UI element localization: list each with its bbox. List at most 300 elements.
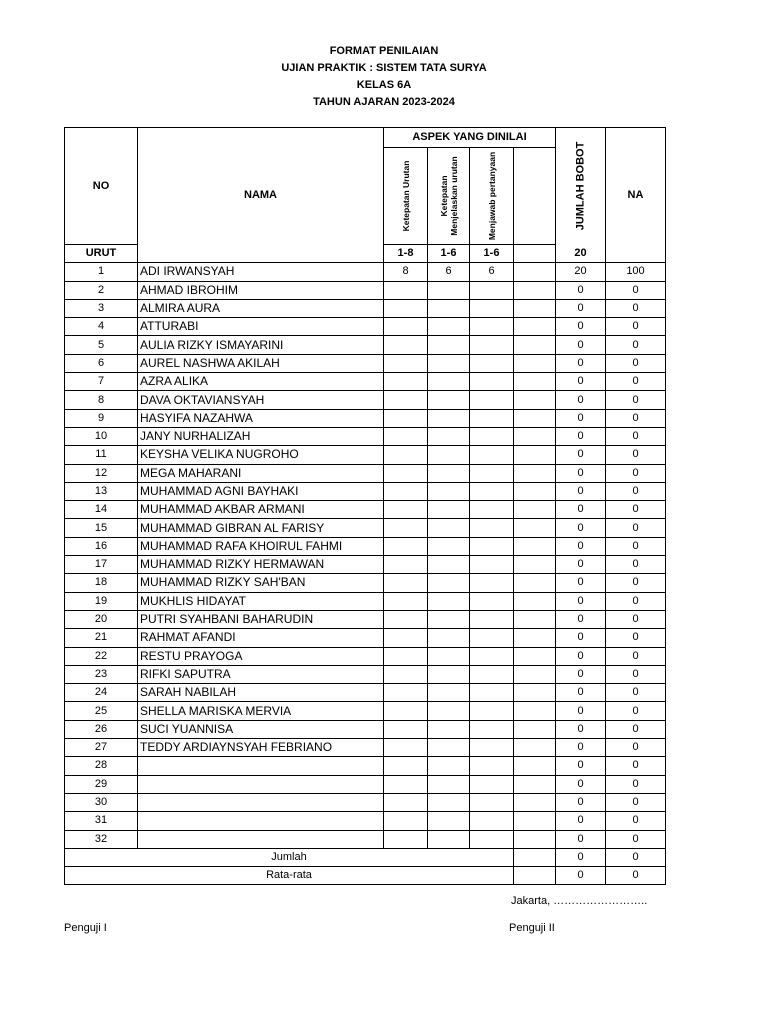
cell-nama: PUTRI SYAHBANI BAHARUDIN — [138, 610, 384, 628]
summary-rata-jumlah-bobot: 0 — [556, 867, 606, 885]
table-row — [65, 610, 666, 628]
cell-na: 100 — [606, 263, 666, 281]
cell-aspek-3 — [470, 574, 514, 592]
cell-no: 15 — [65, 519, 138, 537]
cell-aspek-1 — [384, 775, 428, 793]
cell-aspek-3 — [470, 482, 514, 500]
cell-aspek-4 — [514, 720, 556, 738]
cell-no: 18 — [65, 574, 138, 592]
cell-aspek-3 — [470, 610, 514, 628]
header-range-1: 1-8 — [384, 245, 428, 263]
cell-aspek-1: 8 — [384, 263, 428, 281]
grade-table — [64, 127, 666, 885]
cell-aspek-4 — [514, 684, 556, 702]
table-row — [65, 793, 666, 811]
cell-aspek-3 — [470, 391, 514, 409]
cell-no: 2 — [65, 281, 138, 299]
cell-aspek-4 — [514, 263, 556, 281]
cell-aspek-4 — [514, 336, 556, 354]
table-row — [65, 684, 666, 702]
table-row — [65, 446, 666, 464]
cell-jumlah-bobot: 20 — [556, 263, 606, 281]
cell-na: 0 — [606, 592, 666, 610]
cell-aspek-3 — [470, 757, 514, 775]
cell-aspek-1 — [384, 830, 428, 848]
cell-jumlah-bobot: 0 — [556, 391, 606, 409]
header-urut: URUT — [65, 245, 138, 263]
cell-jumlah-bobot: 0 — [556, 482, 606, 500]
cell-aspek-2 — [428, 519, 470, 537]
cell-aspek-4 — [514, 519, 556, 537]
cell-jumlah-bobot: 0 — [556, 574, 606, 592]
cell-aspek-4 — [514, 739, 556, 757]
header-jumlah-bobot — [556, 128, 606, 245]
cell-nama: MUHAMMAD AGNI BAYHAKI — [138, 482, 384, 500]
header-aspek-1 — [384, 148, 428, 245]
cell-aspek-2 — [428, 665, 470, 683]
cell-aspek-1 — [384, 629, 428, 647]
cell-na: 0 — [606, 830, 666, 848]
table-row — [65, 501, 666, 519]
cell-no: 31 — [65, 812, 138, 830]
cell-aspek-1 — [384, 519, 428, 537]
cell-no: 4 — [65, 318, 138, 336]
cell-aspek-3 — [470, 537, 514, 555]
cell-aspek-1 — [384, 427, 428, 445]
cell-na: 0 — [606, 610, 666, 628]
cell-jumlah-bobot: 0 — [556, 299, 606, 317]
cell-aspek-4 — [514, 446, 556, 464]
cell-aspek-3 — [470, 336, 514, 354]
cell-aspek-1 — [384, 281, 428, 299]
cell-nama: SUCI YUANNISA — [138, 720, 384, 738]
cell-na: 0 — [606, 665, 666, 683]
cell-aspek-1 — [384, 793, 428, 811]
cell-nama: MUHAMMAD RIZKY HERMAWAN — [138, 556, 384, 574]
cell-nama — [138, 775, 384, 793]
header-aspek-4 — [514, 148, 556, 245]
cell-aspek-1 — [384, 446, 428, 464]
cell-na: 0 — [606, 446, 666, 464]
cell-aspek-2 — [428, 446, 470, 464]
cell-aspek-1 — [384, 647, 428, 665]
cell-no: 32 — [65, 830, 138, 848]
table-row — [65, 482, 666, 500]
cell-jumlah-bobot: 0 — [556, 281, 606, 299]
cell-jumlah-bobot: 0 — [556, 537, 606, 555]
table-row — [65, 519, 666, 537]
summary-rata-na: 0 — [606, 867, 666, 885]
cell-aspek-3 — [470, 684, 514, 702]
cell-aspek-4 — [514, 464, 556, 482]
cell-aspek-1 — [384, 556, 428, 574]
cell-aspek-1 — [384, 354, 428, 372]
cell-aspek-4 — [514, 775, 556, 793]
cell-aspek-4 — [514, 556, 556, 574]
cell-aspek-2 — [428, 793, 470, 811]
cell-aspek-1 — [384, 537, 428, 555]
cell-nama: RAHMAT AFANDI — [138, 629, 384, 647]
cell-aspek-2 — [428, 684, 470, 702]
cell-nama: MUKHLIS HIDAYAT — [138, 592, 384, 610]
cell-aspek-4 — [514, 482, 556, 500]
cell-aspek-4 — [514, 665, 556, 683]
cell-aspek-2 — [428, 501, 470, 519]
cell-no: 20 — [65, 610, 138, 628]
cell-aspek-4 — [514, 318, 556, 336]
cell-jumlah-bobot: 0 — [556, 592, 606, 610]
cell-jumlah-bobot: 0 — [556, 610, 606, 628]
cell-aspek-3 — [470, 793, 514, 811]
cell-jumlah-bobot: 0 — [556, 373, 606, 391]
cell-aspek-4 — [514, 647, 556, 665]
cell-aspek-1 — [384, 373, 428, 391]
table-row — [65, 720, 666, 738]
cell-no: 7 — [65, 373, 138, 391]
cell-no: 27 — [65, 739, 138, 757]
cell-nama: AUREL NASHWA AKILAH — [138, 354, 384, 372]
cell-jumlah-bobot: 0 — [556, 519, 606, 537]
cell-jumlah-bobot: 0 — [556, 629, 606, 647]
cell-aspek-1 — [384, 720, 428, 738]
cell-na: 0 — [606, 647, 666, 665]
cell-nama — [138, 812, 384, 830]
cell-no: 25 — [65, 702, 138, 720]
table-row — [65, 592, 666, 610]
cell-nama: MUHAMMAD GIBRAN AL FARISY — [138, 519, 384, 537]
cell-aspek-3 — [470, 629, 514, 647]
cell-nama: SHELLA MARISKA MERVIA — [138, 702, 384, 720]
cell-aspek-4 — [514, 629, 556, 647]
cell-aspek-4 — [514, 391, 556, 409]
cell-aspek-3 — [470, 464, 514, 482]
cell-na: 0 — [606, 318, 666, 336]
header-aspek-2-label: Ketepatan Menjelaskan urutan — [438, 156, 459, 236]
cell-jumlah-bobot: 0 — [556, 684, 606, 702]
summary-rata-row — [65, 867, 666, 885]
header-nama: NAMA — [138, 128, 384, 263]
cell-aspek-2 — [428, 702, 470, 720]
cell-no: 12 — [65, 464, 138, 482]
cell-jumlah-bobot: 0 — [556, 501, 606, 519]
summary-rata-label: Rata-rata — [65, 867, 514, 885]
cell-na: 0 — [606, 482, 666, 500]
cell-aspek-4 — [514, 793, 556, 811]
cell-na: 0 — [606, 720, 666, 738]
title-line-3: KELAS 6A — [356, 79, 412, 91]
cell-aspek-3 — [470, 830, 514, 848]
cell-aspek-4 — [514, 574, 556, 592]
summary-jumlah-row — [65, 848, 666, 866]
table-row — [65, 812, 666, 830]
table-row — [65, 464, 666, 482]
cell-aspek-2 — [428, 281, 470, 299]
cell-na: 0 — [606, 793, 666, 811]
cell-aspek-3: 6 — [470, 263, 514, 281]
place-date: Jakarta, …………………….. — [511, 895, 648, 907]
cell-jumlah-bobot: 0 — [556, 720, 606, 738]
cell-aspek-2 — [428, 610, 470, 628]
title-line-2: UJIAN PRAKTIK : SISTEM TATA SURYA — [281, 62, 487, 74]
cell-no: 3 — [65, 299, 138, 317]
cell-na: 0 — [606, 336, 666, 354]
cell-aspek-2 — [428, 592, 470, 610]
cell-na: 0 — [606, 464, 666, 482]
table-row — [65, 665, 666, 683]
cell-nama: AZRA ALIKA — [138, 373, 384, 391]
cell-na: 0 — [606, 775, 666, 793]
table-row — [65, 409, 666, 427]
cell-aspek-4 — [514, 702, 556, 720]
cell-na: 0 — [606, 281, 666, 299]
cell-aspek-1 — [384, 482, 428, 500]
cell-na: 0 — [606, 629, 666, 647]
cell-no: 16 — [65, 537, 138, 555]
cell-aspek-4 — [514, 830, 556, 848]
table-row — [65, 427, 666, 445]
cell-aspek-2 — [428, 647, 470, 665]
cell-no: 8 — [65, 391, 138, 409]
header-na: NA — [606, 128, 666, 263]
cell-nama: RIFKI SAPUTRA — [138, 665, 384, 683]
cell-no: 13 — [65, 482, 138, 500]
cell-aspek-3 — [470, 775, 514, 793]
cell-aspek-3 — [470, 647, 514, 665]
cell-jumlah-bobot: 0 — [556, 757, 606, 775]
header-aspek: ASPEK YANG DINILAI — [384, 128, 556, 148]
table-row — [65, 647, 666, 665]
cell-na: 0 — [606, 574, 666, 592]
cell-aspek-1 — [384, 702, 428, 720]
cell-aspek-1 — [384, 464, 428, 482]
cell-aspek-2 — [428, 318, 470, 336]
cell-no: 30 — [65, 793, 138, 811]
cell-aspek-2 — [428, 812, 470, 830]
summary-jumlah-label: Jumlah — [65, 848, 514, 866]
cell-aspek-2 — [428, 373, 470, 391]
cell-na: 0 — [606, 812, 666, 830]
cell-aspek-3 — [470, 501, 514, 519]
cell-no: 11 — [65, 446, 138, 464]
cell-aspek-3 — [470, 318, 514, 336]
cell-no: 6 — [65, 354, 138, 372]
cell-aspek-2 — [428, 336, 470, 354]
cell-nama: DAVA OKTAVIANSYAH — [138, 391, 384, 409]
cell-aspek-2 — [428, 830, 470, 848]
cell-na: 0 — [606, 373, 666, 391]
cell-jumlah-bobot: 0 — [556, 427, 606, 445]
cell-nama — [138, 830, 384, 848]
summary-jumlah-jumlah-bobot: 0 — [556, 848, 606, 866]
cell-aspek-1 — [384, 391, 428, 409]
header-aspek-2 — [428, 148, 470, 245]
cell-aspek-4 — [514, 610, 556, 628]
cell-nama: ALMIRA AURA — [138, 299, 384, 317]
cell-no: 29 — [65, 775, 138, 793]
cell-jumlah-bobot: 0 — [556, 556, 606, 574]
cell-nama — [138, 793, 384, 811]
cell-nama: AULIA RIZKY ISMAYARINI — [138, 336, 384, 354]
cell-na: 0 — [606, 519, 666, 537]
cell-na: 0 — [606, 739, 666, 757]
cell-aspek-2 — [428, 739, 470, 757]
table-row — [65, 354, 666, 372]
table-row — [65, 263, 666, 281]
cell-nama: MUHAMMAD RIZKY SAH'BAN — [138, 574, 384, 592]
cell-aspek-3 — [470, 720, 514, 738]
cell-no: 19 — [65, 592, 138, 610]
cell-jumlah-bobot: 0 — [556, 336, 606, 354]
cell-aspek-2 — [428, 757, 470, 775]
cell-aspek-2 — [428, 556, 470, 574]
cell-no: 21 — [65, 629, 138, 647]
cell-no: 23 — [65, 665, 138, 683]
cell-no: 10 — [65, 427, 138, 445]
cell-aspek-1 — [384, 610, 428, 628]
table-row — [65, 299, 666, 317]
cell-aspek-1 — [384, 739, 428, 757]
table-row — [65, 574, 666, 592]
cell-aspek-2 — [428, 574, 470, 592]
cell-jumlah-bobot: 0 — [556, 812, 606, 830]
cell-jumlah-bobot: 0 — [556, 665, 606, 683]
table-row — [65, 702, 666, 720]
cell-na: 0 — [606, 299, 666, 317]
cell-jumlah-bobot: 0 — [556, 702, 606, 720]
cell-aspek-4 — [514, 427, 556, 445]
cell-aspek-1 — [384, 757, 428, 775]
cell-aspek-2 — [428, 354, 470, 372]
header-range-3: 1-6 — [470, 245, 514, 263]
cell-aspek-2 — [428, 775, 470, 793]
document-title — [0, 43, 768, 111]
cell-nama: ATTURABI — [138, 318, 384, 336]
cell-nama: KEYSHA VELIKA NUGROHO — [138, 446, 384, 464]
penguji-1-label: Penguji I — [64, 922, 107, 934]
penguji-2-label: Penguji II — [509, 922, 555, 934]
cell-aspek-3 — [470, 427, 514, 445]
cell-no: 1 — [65, 263, 138, 281]
cell-aspek-2 — [428, 629, 470, 647]
header-aspek-1-label: Ketepatan Urutan — [400, 160, 411, 232]
cell-aspek-3 — [470, 373, 514, 391]
cell-jumlah-bobot: 0 — [556, 318, 606, 336]
cell-aspek-3 — [470, 556, 514, 574]
summary-jumlah-blank — [514, 848, 556, 866]
cell-aspek-3 — [470, 446, 514, 464]
cell-aspek-1 — [384, 299, 428, 317]
cell-jumlah-bobot: 0 — [556, 647, 606, 665]
cell-aspek-3 — [470, 665, 514, 683]
cell-jumlah-bobot: 0 — [556, 775, 606, 793]
cell-no: 17 — [65, 556, 138, 574]
cell-nama: JANY NURHALIZAH — [138, 427, 384, 445]
summary-jumlah-na: 0 — [606, 848, 666, 866]
cell-na: 0 — [606, 556, 666, 574]
cell-aspek-1 — [384, 336, 428, 354]
table-row — [65, 757, 666, 775]
cell-aspek-1 — [384, 592, 428, 610]
cell-aspek-2 — [428, 299, 470, 317]
cell-aspek-2 — [428, 391, 470, 409]
cell-jumlah-bobot: 0 — [556, 446, 606, 464]
cell-jumlah-bobot: 0 — [556, 830, 606, 848]
cell-aspek-4 — [514, 757, 556, 775]
cell-aspek-4 — [514, 537, 556, 555]
table-row — [65, 336, 666, 354]
cell-aspek-1 — [384, 501, 428, 519]
cell-nama: HASYIFA NAZAHWA — [138, 409, 384, 427]
cell-aspek-4 — [514, 299, 556, 317]
cell-aspek-3 — [470, 409, 514, 427]
cell-jumlah-bobot: 0 — [556, 464, 606, 482]
cell-aspek-2 — [428, 464, 470, 482]
cell-aspek-1 — [384, 812, 428, 830]
cell-aspek-4 — [514, 501, 556, 519]
cell-nama: SARAH NABILAH — [138, 684, 384, 702]
table-row — [65, 629, 666, 647]
cell-aspek-3 — [470, 702, 514, 720]
cell-na: 0 — [606, 684, 666, 702]
table-row — [65, 537, 666, 555]
cell-aspek-1 — [384, 574, 428, 592]
header-bobot-max: 20 — [556, 245, 606, 263]
cell-aspek-2 — [428, 482, 470, 500]
cell-jumlah-bobot: 0 — [556, 793, 606, 811]
cell-aspek-3 — [470, 592, 514, 610]
cell-jumlah-bobot: 0 — [556, 354, 606, 372]
cell-aspek-3 — [470, 299, 514, 317]
cell-nama: MEGA MAHARANI — [138, 464, 384, 482]
cell-no: 5 — [65, 336, 138, 354]
cell-aspek-3 — [470, 354, 514, 372]
cell-aspek-1 — [384, 665, 428, 683]
cell-aspek-3 — [470, 281, 514, 299]
cell-no: 26 — [65, 720, 138, 738]
cell-aspek-4 — [514, 592, 556, 610]
cell-na: 0 — [606, 409, 666, 427]
cell-nama — [138, 757, 384, 775]
cell-no: 24 — [65, 684, 138, 702]
cell-aspek-2 — [428, 427, 470, 445]
cell-aspek-2: 6 — [428, 263, 470, 281]
cell-jumlah-bobot: 0 — [556, 409, 606, 427]
cell-na: 0 — [606, 702, 666, 720]
table-row — [65, 830, 666, 848]
summary-rata-blank — [514, 867, 556, 885]
cell-nama: MUHAMMAD RAFA KHOIRUL FAHMI — [138, 537, 384, 555]
table-row — [65, 391, 666, 409]
cell-aspek-3 — [470, 739, 514, 757]
cell-aspek-1 — [384, 409, 428, 427]
cell-aspek-4 — [514, 373, 556, 391]
cell-aspek-2 — [428, 537, 470, 555]
cell-aspek-2 — [428, 409, 470, 427]
header-range-2: 1-6 — [428, 245, 470, 263]
table-row — [65, 373, 666, 391]
cell-no: 14 — [65, 501, 138, 519]
cell-aspek-1 — [384, 684, 428, 702]
table-row — [65, 318, 666, 336]
cell-aspek-4 — [514, 354, 556, 372]
cell-nama: MUHAMMAD AKBAR ARMANI — [138, 501, 384, 519]
cell-nama: AHMAD IBROHIM — [138, 281, 384, 299]
cell-aspek-4 — [514, 812, 556, 830]
cell-jumlah-bobot: 0 — [556, 739, 606, 757]
cell-aspek-4 — [514, 281, 556, 299]
cell-no: 28 — [65, 757, 138, 775]
cell-na: 0 — [606, 391, 666, 409]
